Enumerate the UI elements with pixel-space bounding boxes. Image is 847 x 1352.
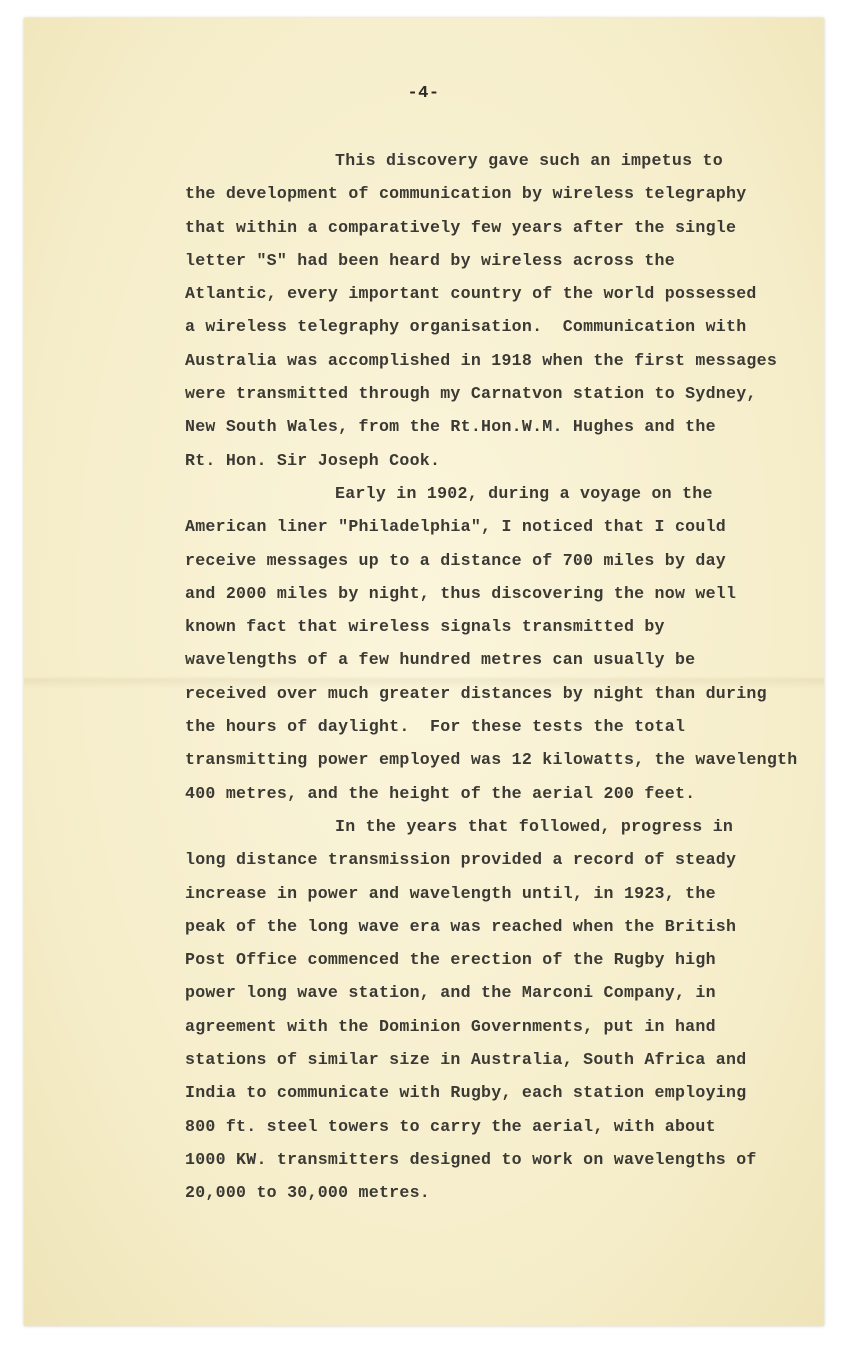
paragraph-2-line-2: American liner "Philadelphia", I noticed that I could (185, 517, 727, 537)
paragraph-2-line-1: Early in 1902, during a voyage on the (335, 483, 713, 503)
paragraph-3-line-7: agreement with the Dominion Governments, put in hand (185, 1016, 716, 1036)
paragraph-1-line-4: letter "S" had been heard by wireless across the (185, 250, 675, 270)
paragraph-3-line-5: Post Office commenced the erection of the Rugby high (185, 950, 716, 970)
paragraph-1-line-2: the development of communication by wireless telegraphy (185, 184, 747, 204)
paragraph-3-line-9: India to communicate with Rugby, each station employing (185, 1083, 747, 1103)
page-number: -4- (407, 84, 440, 103)
document-body (185, 144, 798, 1210)
paragraph-1-line-7: Australia was accomplished in 1918 when the first messages (185, 350, 778, 370)
paragraph-2-line-4: and 2000 miles by night, thus discovering the now well (185, 583, 737, 603)
paragraph-1-line-5: Atlantic, every important country of the world possessed (185, 284, 757, 304)
paragraph-3-line-10: 800 ft. steel towers to carry the aerial, with about (185, 1116, 716, 1136)
paragraph-2-line-6: wavelengths of a few hundred metres can usually be (185, 650, 696, 670)
paragraph-3-line-3: increase in power and wavelength until, in 1923, the (185, 883, 716, 903)
paragraph-3-line-11: 1000 KW. transmitters designed to work on wavelengths of (185, 1149, 757, 1169)
paragraph-3-line-2: long distance transmission provided a record of steady (185, 850, 737, 870)
paragraph-1-line-3: that within a comparatively few years after the single (185, 217, 737, 237)
paragraph-3-line-8: stations of similar size in Australia, South Africa and (185, 1050, 747, 1070)
paragraph-3-line-12: 20,000 to 30,000 metres. (185, 1183, 430, 1203)
paragraph-1-line-9: New South Wales, from the Rt.Hon.W.M. Hughes and the (185, 417, 716, 437)
paragraph-1-line-1: This discovery gave such an impetus to (335, 151, 723, 170)
paragraph-1-line-8: were transmitted through my Carnatvon station to Sydney, (185, 384, 757, 404)
paragraph-2-line-9: transmitting power employed was 12 kilowatts, the wavelength (185, 750, 798, 770)
paragraph-1-line-6: a wireless telegraphy organisation. Communication with (185, 317, 747, 337)
paragraph-2-line-5: known fact that wireless signals transmitted by (185, 617, 665, 637)
paragraph-2-line-10: 400 metres, and the height of the aerial 200 feet. (185, 783, 696, 803)
paragraph-3-line-4: peak of the long wave era was reached when the British (185, 916, 737, 936)
paragraph-1-line-10: Rt. Hon. Sir Joseph Cook. (185, 450, 441, 470)
paragraph-3-line-1: In the years that followed, progress in (335, 816, 734, 836)
paragraph-3-line-6: power long wave station, and the Marconi Company, in (185, 983, 716, 1003)
paragraph-2-line-3: receive messages up to a distance of 700 miles by day (185, 550, 727, 570)
paragraph-2-line-8: the hours of daylight. For these tests the total (185, 717, 686, 737)
paragraph-2-line-7: received over much greater distances by night than during (185, 683, 767, 703)
